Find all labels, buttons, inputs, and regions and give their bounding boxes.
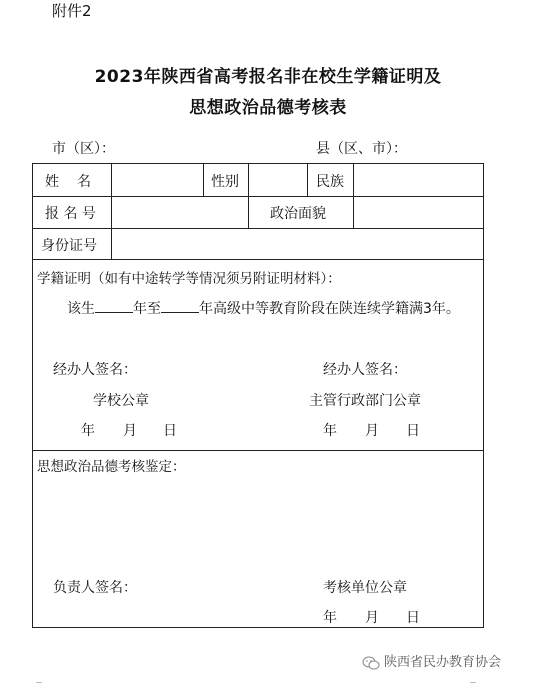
row-divider (33, 259, 483, 260)
form-title-line2: 思想政治品德考核表 (189, 98, 347, 118)
eval-date-month: 月 (365, 610, 379, 626)
school-date-month: 月 (123, 423, 137, 439)
statement-part2: 年至 (133, 301, 161, 317)
school-date-year: 年 (81, 423, 95, 439)
political-status-field[interactable] (355, 198, 480, 226)
dept-handler-signature-label: 经办人签名： (323, 362, 407, 378)
dept-date-month: 月 (365, 423, 379, 439)
dept-seal-label: 主管行政部门公章 (309, 393, 421, 409)
moral-eval-heading: 思想政治品德考核鉴定： (37, 459, 186, 475)
school-handler-signature-label: 经办人签名： (53, 362, 137, 378)
statement-part1: 该生 (67, 301, 95, 317)
page-corner-mark (470, 682, 476, 686)
row-divider (33, 450, 483, 451)
school-date-day: 日 (163, 423, 177, 439)
assessment-unit-seal-label: 考核单位公章 (323, 580, 407, 596)
watermark-text: 陕西省民办教育协会 (384, 655, 502, 670)
supervisor-signature-label: 负责人签名： (53, 580, 137, 596)
city-label: 市（区）： (52, 141, 115, 157)
dept-date-day: 日 (406, 423, 420, 439)
row-divider (33, 228, 483, 229)
watermark (362, 651, 501, 670)
name-label: 姓 名 (45, 174, 93, 190)
form-title-line1: 2023年陕西省高考报名非在校生学籍证明及 (94, 67, 442, 87)
eval-date-day: 日 (406, 610, 420, 626)
gender-label: 性别 (211, 174, 239, 190)
political-status-label: 政治面貌 (270, 206, 326, 222)
page-corner-mark (36, 682, 42, 686)
start-year-blank[interactable] (95, 298, 133, 313)
eval-date-year: 年 (323, 610, 337, 626)
attachment-label: 附件2 (52, 2, 92, 20)
statement-part3: 年高级中等教育阶段在陕连续学籍满3年。 (199, 301, 460, 317)
moral-eval-field[interactable] (37, 476, 477, 571)
ethnicity-label: 民族 (316, 174, 344, 190)
assessment-form-table (32, 163, 484, 628)
column-divider (203, 164, 204, 196)
column-divider (353, 164, 354, 228)
end-year-blank[interactable] (161, 298, 199, 313)
column-divider (307, 164, 308, 196)
id-number-label: 身份证号 (41, 238, 97, 254)
column-divider (111, 164, 112, 259)
reg-no-label: 报 名 号 (45, 206, 96, 222)
ethnicity-field[interactable] (355, 166, 480, 194)
dept-date-year: 年 (323, 423, 337, 439)
school-cert-heading: 学籍证明（如有中途转学等情况须另附证明材料）： (37, 271, 341, 287)
county-label: 县（区、市）： (316, 141, 407, 157)
gender-field[interactable] (250, 166, 305, 194)
name-field[interactable] (113, 166, 201, 194)
column-divider (248, 164, 249, 228)
row-divider (33, 196, 483, 197)
school-seal-label: 学校公章 (93, 393, 149, 409)
reg-no-field[interactable] (113, 198, 245, 226)
id-number-field[interactable] (113, 230, 480, 258)
wechat-icon (362, 656, 380, 670)
school-cert-statement (67, 298, 460, 318)
